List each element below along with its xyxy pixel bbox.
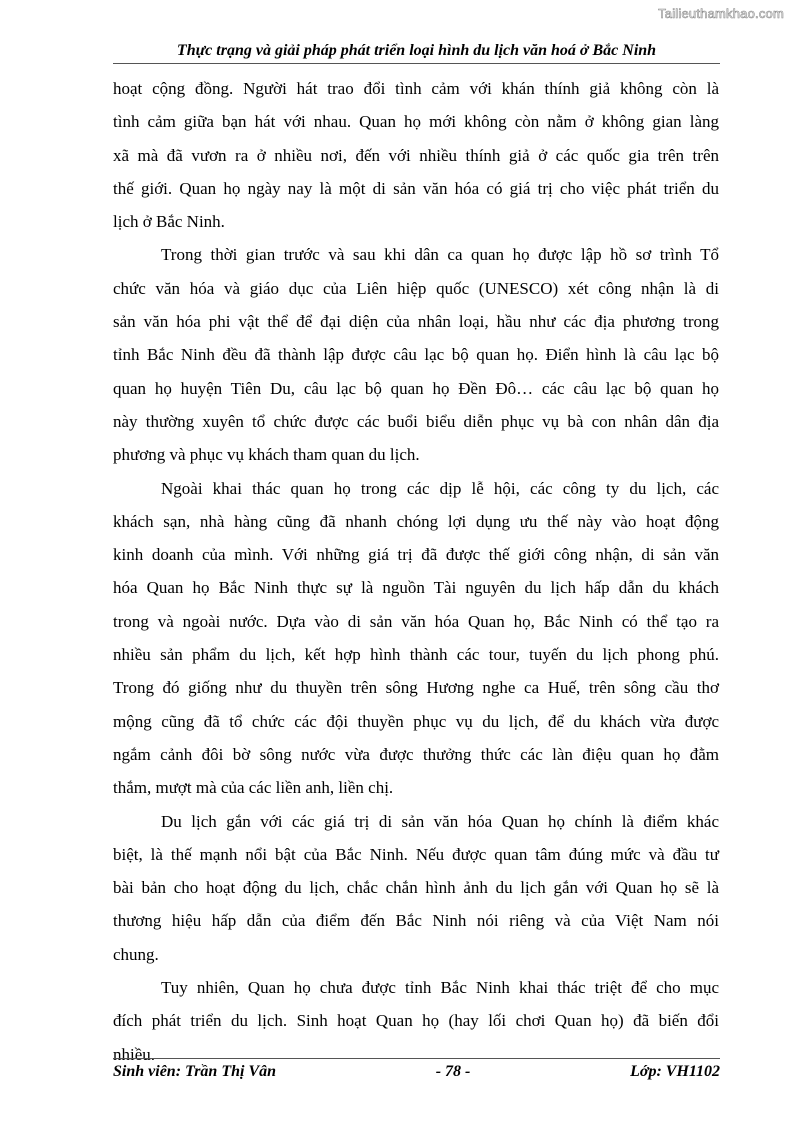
paragraph-line: Tuy nhiên, Quan họ chưa được tỉnh Bắc Ninh khai thác triệt để cho mục	[161, 978, 719, 998]
paragraph-line: thắm, mượt mà của các liền anh, liền chị.	[113, 778, 394, 798]
paragraph-line: thế giới. Quan họ ngày nay là một di sản văn hóa có giá trị cho việc phát triển du	[113, 178, 719, 198]
document-body	[113, 72, 719, 1071]
paragraph-line: hóa Quan họ Bắc Ninh thực sự là nguồn Tài nguyên du lịch hấp dẫn du khách	[113, 578, 719, 598]
paragraph-line: Trong thời gian trước và sau khi dân ca quan họ được lập hồ sơ trình Tổ	[161, 245, 719, 265]
paragraph-line: biệt, là thế mạnh nổi bật của Bắc Ninh. Nếu được quan tâm đúng mức và đầu tư	[113, 844, 719, 864]
paragraph-line: Trong đó giống như du thuyền trên sông Hương nghe ca Huế, trên sông cầu thơ	[113, 678, 719, 698]
paragraph-line: tỉnh Bắc Ninh đều đã thành lập được câu lạc bộ quan họ. Điển hình là câu lạc bộ	[113, 345, 719, 365]
paragraph-line: ngắm cảnh đôi bờ sông nước vừa được thưởng thức các làn điệu quan họ đằm	[113, 744, 719, 764]
paragraph-line: lịch ở Bắc Ninh.	[113, 212, 225, 232]
paragraph-line: hoạt cộng đồng. Người hát trao đổi tình cảm với khán thính giả không còn là	[113, 79, 719, 98]
paragraph-line: đích phát triển du lịch. Sinh hoạt Quan họ (hay lối chơi Quan họ) đã biến đổi	[113, 1011, 719, 1031]
paragraph-line: sản văn hóa phi vật thể để đại diện của nhân loại, hầu như các địa phương trong	[113, 312, 719, 332]
paragraph-line: bài bản cho hoạt động du lịch, chắc chắn hình ảnh du lịch gắn với Quan họ sẽ là	[113, 878, 719, 898]
paragraph-line: thương hiệu hấp dẫn của điểm đến Bắc Ninh nói riêng và của Việt Nam nói	[113, 911, 719, 931]
paragraph-line: mộng cũng đã tổ chức các đội thuyền phục vụ du lịch, để du khách vừa được	[113, 711, 719, 731]
paragraph-line: tình cảm giữa bạn hát với nhau. Quan họ mới không còn nằm ở không gian làng	[113, 112, 719, 132]
page-footer	[113, 1058, 720, 1081]
paragraph-line: chức văn hóa và giáo dục của Liên hiệp quốc (UNESCO) xét công nhận là di	[113, 278, 719, 298]
paragraph-line: kinh doanh của mình. Với những giá trị đã được thế giới công nhận, di sản văn	[113, 545, 719, 565]
paragraph-line: này thường xuyên tổ chức được các buổi biểu diễn phục vụ bà con nhân dân địa	[113, 411, 719, 431]
paragraph-line: nhiều.	[113, 1044, 156, 1064]
paragraph-line: Du lịch gắn với các giá trị di sản văn hóa Quan họ chính là điểm khác	[161, 811, 719, 831]
paragraph-line: phương và phục vụ khách tham quan du lịch.	[113, 445, 420, 465]
page-number: - 78 -	[435, 1063, 471, 1080]
paragraph-line: chung.	[113, 944, 159, 964]
paragraph-line: nhiều sản phẩm du lịch, kết hợp hình thành các tour, tuyến du lịch phong phú.	[113, 645, 719, 665]
footer-class: Lớp: VH1102	[630, 1063, 720, 1080]
page-header: Thực trạng và giải pháp phát triển loại hình du lịch văn hoá ở Bắc Ninh	[113, 42, 720, 64]
paragraph-line: trong và ngoài nước. Dựa vào di sản văn hóa Quan họ, Bắc Ninh có thể tạo ra	[113, 611, 719, 631]
paragraph-line: Ngoài khai thác quan họ trong các dịp lễ hội, các công ty du lịch, các	[161, 478, 719, 498]
footer-student: Sinh viên: Trần Thị Vân	[113, 1063, 277, 1080]
paragraph-line: quan họ huyện Tiên Du, câu lạc bộ quan họ Đền Đô… các câu lạc bộ quan họ	[113, 378, 719, 398]
paragraph-line: khách sạn, nhà hàng cũng đã nhanh chóng lợi dụng ưu thế này vào hoạt động	[113, 511, 719, 531]
watermark: Tailieuthamkhao.com	[658, 6, 784, 21]
paragraph-line: xã mà đã vươn ra ở nhiều nơi, đến với nhiều thính giả ở các quốc gia trên trên	[113, 145, 719, 165]
